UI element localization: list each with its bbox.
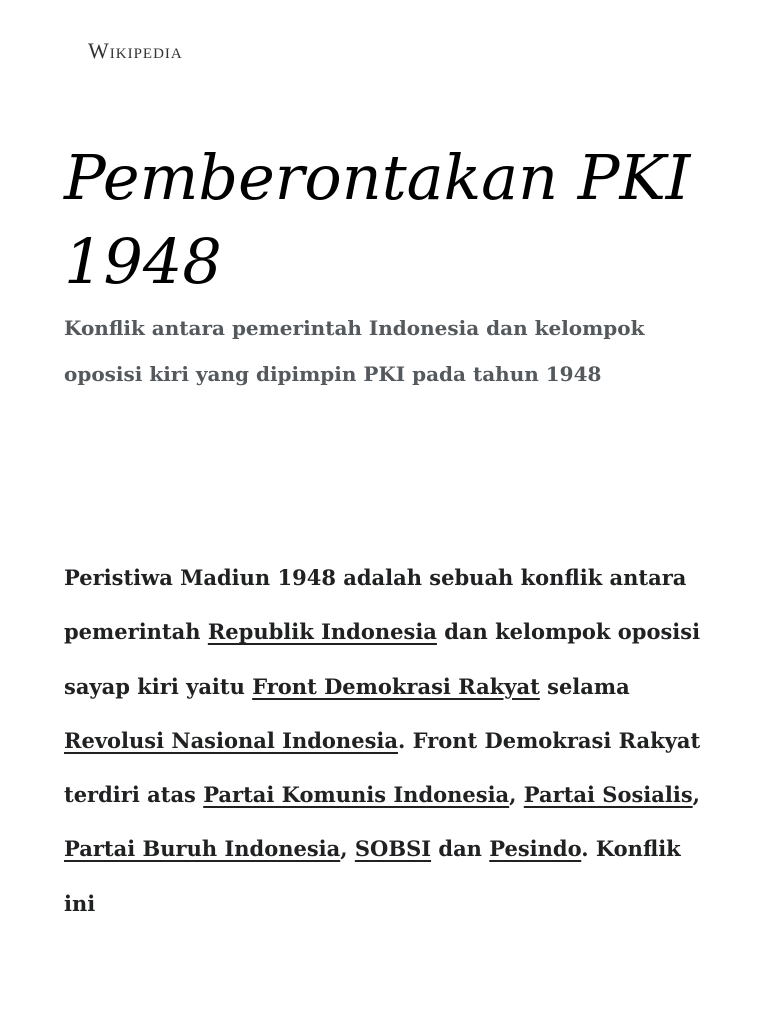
link-front-demokrasi-rakyat[interactable]: Front Demokrasi Rakyat [252,673,540,699]
paragraph-text: . Front Demokrasi Rakyat terdiri atas [64,727,701,808]
short-description: Konflik antara pemerintah Indonesia dan kelompok oposisi kiri yang dipimpin PKI pada tahun 1948 [64,316,645,386]
paragraph-text: selama [539,673,630,699]
paragraph-text: dan kelompok oposisi sayap kiri yaitu [64,619,701,699]
paragraph-text: , [692,782,700,808]
paragraph-text: dan [431,836,490,862]
paragraph-text: Peristiwa Madiun 1948 adalah sebuah konflik antara pemerintah [64,565,687,645]
article-paragraph [64,551,704,931]
paragraph-text: . Konflik ini [64,836,681,916]
link-revolusi-nasional-indonesia[interactable]: Revolusi Nasional Indonesia [64,727,398,753]
wikipedia-logo[interactable]: Wikipedia [88,38,183,63]
link-sobsi[interactable]: SOBSI [354,836,432,862]
link-partai-komunis-indonesia[interactable]: Partai Komunis Indonesia [203,782,510,808]
page-title: Pemberontakan PKI 1948 [64,141,691,298]
link-republik-indonesia[interactable]: Republik Indonesia [207,619,437,645]
link-partai-buruh-indonesia[interactable]: Partai Buruh Indonesia [64,836,341,862]
link-pesindo[interactable]: Pesindo [489,836,582,862]
paragraph-text: , [509,782,524,808]
paragraph-text: , [340,836,355,862]
link-partai-sosialis[interactable]: Partai Sosialis [523,782,693,808]
